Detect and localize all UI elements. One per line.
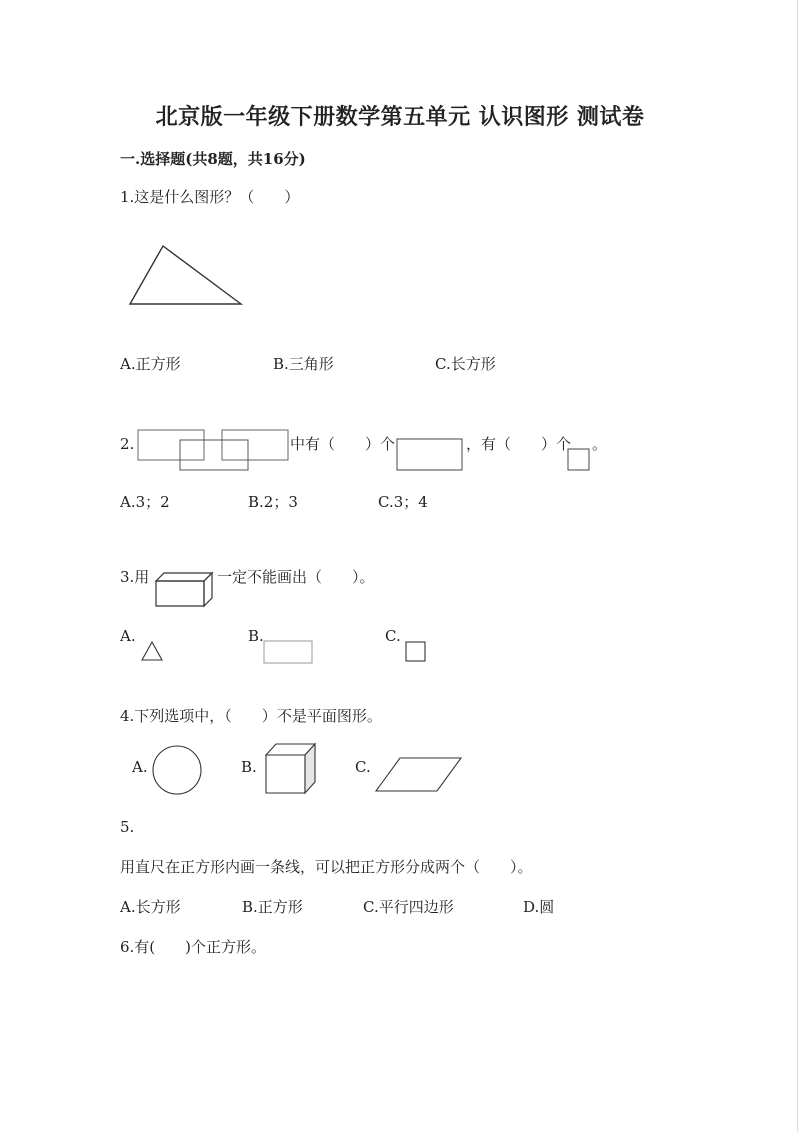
parallelogram-icon [373, 755, 465, 795]
page-title: 北京版一年级下册数学第五单元 认识图形 测试卷 [155, 104, 645, 130]
cuboid-figure [154, 571, 216, 609]
question-3-option-a: A. [120, 627, 136, 645]
question-3-stem-part-1: 3.用 [120, 568, 150, 586]
question-5-option-d: D.圆 [523, 898, 555, 916]
rectangle-icon [396, 438, 464, 472]
question-4-option-c: C. [355, 758, 371, 776]
rectangle-icon [263, 640, 315, 666]
question-2-stem-part-2: ，有（ ）个 [466, 435, 572, 453]
triangle-figure [125, 240, 250, 310]
question-1-stem: 1.这是什么图形？（ ） [120, 188, 300, 206]
circle-icon [150, 743, 204, 797]
question-2-option-a: A.3；2 [120, 493, 170, 511]
question-1-option-b: B.三角形 [273, 355, 334, 373]
question-2-number: 2. [120, 435, 135, 453]
question-5-option-b: B.正方形 [242, 898, 303, 916]
overlapping-rectangles-figure [136, 428, 292, 474]
cube-icon [263, 741, 319, 797]
question-5-stem: 用直尺在正方形内画一条线，可以把正方形分成两个（ ）。 [120, 858, 533, 876]
page-edge-divider [797, 0, 798, 1132]
question-4-option-b: B. [241, 758, 257, 776]
triangle-icon [140, 639, 166, 663]
question-5-option-a: A.长方形 [120, 898, 181, 916]
question-2-stem-part-3: 。 [592, 435, 608, 453]
question-2-option-c: C.3；4 [378, 493, 428, 511]
section-heading-choice: 一.选择题(共8题，共16分) [120, 150, 306, 168]
question-2-option-b: B.2；3 [248, 493, 298, 511]
question-4-option-a: A. [132, 758, 148, 776]
question-4-stem: 4.下列选项中，（ ）不是平面图形。 [120, 707, 382, 725]
square-icon [567, 448, 591, 472]
question-1-option-a: A.正方形 [120, 355, 181, 373]
question-6-stem: 6.有( )个正方形。 [120, 938, 267, 956]
question-2-stem-part-1: 中有（ ）个 [290, 435, 396, 453]
square-icon [404, 640, 428, 664]
question-5-option-c: C.平行四边形 [363, 898, 454, 916]
question-3-option-b: B. [248, 627, 264, 645]
question-3-option-c: C. [385, 627, 401, 645]
question-1-option-c: C.长方形 [435, 355, 496, 373]
question-3-stem-part-2: 一定不能画出（ ）。 [217, 568, 375, 586]
question-5-number: 5. [120, 818, 135, 836]
